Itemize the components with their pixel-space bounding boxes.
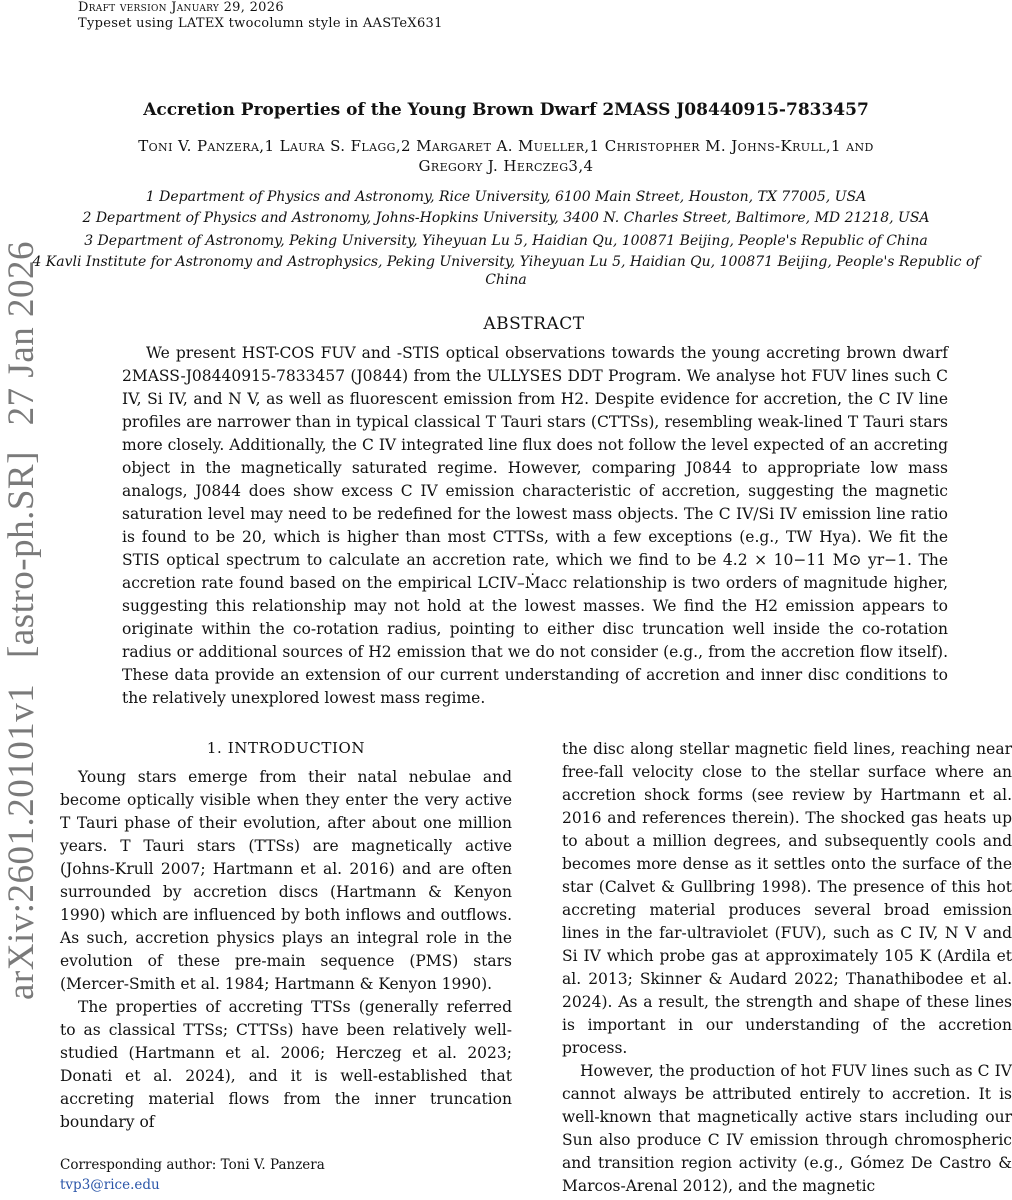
paper-title: Accretion Properties of the Young Brown Dwarf 2MASS J08440915-7833457 (143, 100, 869, 120)
arxiv-date: 27 Jan 2026 (1, 240, 42, 426)
corresponding-author-footnote (60, 1155, 325, 1195)
authors-line-1: Toni V. Panzera,1 Laura S. Flagg,2 Margaret A. Mueller,1 Christopher M. Johns-Krull,1 and (138, 137, 874, 155)
intro-paragraph-2: The properties of accreting TTSs (generally referred to as classical TTSs; CTTSs) have been relatively well-studied (Hartmann et al. 2006; Herczeg et al. 2023; Donati et al. 2024), and it is well-established that accreting material flows from the inner truncation boundary of (60, 998, 512, 1131)
corresponding-author-label: Corresponding author: Toni V. Panzera (60, 1157, 325, 1173)
affiliation-4-continued: China (485, 272, 527, 288)
affiliation-3: 3 Department of Astronomy, Peking University, Yiheyuan Lu 5, Haidian Qu, 100871 Beijing, People's Republic of China (84, 233, 928, 249)
author-email-link[interactable]: tvp3@rice.edu (60, 1177, 160, 1193)
affiliation-1: 1 Department of Physics and Astronomy, Rice University, 6100 Main Street, Houston, TX 77005, USA (145, 189, 867, 205)
typeset-line: Typeset using LATEX twocolumn style in AASTeX631 (78, 16, 443, 31)
abstract-text: We present HST-COS FUV and -STIS optical observations towards the young accreting brown dwarf 2MASS-J08440915-7833457 (J0844) from the ULLYSES DDT Program. We analyse hot FUV lines such C IV, Si IV, and N V, as well as fluorescent emission from H2. Despite evidence for accretion, the C IV line profiles are narrower than in typical classical T Tauri stars (CTTSs), resembling weak-lined T Tauri stars more closely. Additionally, the C IV integrated line flux does not follow the level expected of an accreting object in the magnetically saturated regime. However, comparing J0844 to appropriate low mass analogs, J0844 does show excess C IV emission characteristic of accretion, suggesting the magnetic saturation level may need to be redefined for the lowest mass objects. The C IV/Si IV emission line ratio is found to be 20, which is higher than most CTTSs, with a few exceptions (e.g., TW Hya). We fit the STIS optical spectrum to calculate an accretion rate, which we find to be 4.2 × 10−11 M⊙ yr−1. The accretion rate found based on the empirical LCIV–Ṁacc relationship is two orders of magnitude higher, suggesting this relationship may not hold at the lowest masses. We find the H2 emission appears to originate within the co-rotation radius, pointing to either disc truncation well inside the co-rotation radius or additional sources of H2 emission that we do not consider (e.g., from the accretion flow itself). These data provide an extension of our current understanding of accretion and inner disc conditions to the relatively unexplored lowest mass regime. (122, 344, 948, 707)
arxiv-id[interactable]: arXiv:2601.20101v1 (1, 683, 42, 1000)
draft-version-line: Draft version January 29, 2026 (78, 0, 284, 15)
intro-paragraph-4: However, the production of hot FUV lines such as C IV cannot always be attributed entirely to accretion. It is well-known that magnetically active stars including our Sun also produce C IV emission through chromospheric and transition region activity (e.g., Gómez De Castro & Marcos-Arenal 2012), and the magnetic (562, 1062, 1012, 1195)
abstract-heading: ABSTRACT (483, 314, 585, 334)
affiliation-4: 4 Kavli Institute for Astronomy and Astrophysics, Peking University, Yiheyuan Lu 5, Haidian Qu, 100871 Beijing, People's Republic of (32, 254, 980, 270)
introduction-heading: 1. INTRODUCTION (206, 739, 366, 757)
authors-line-2: Gregory J. Herczeg3,4 (418, 157, 594, 175)
intro-paragraph-1: Young stars emerge from their natal nebulae and become optically visible when they enter the very active T Tauri phase of their evolution, after about one million years. T Tauri stars (TTSs) are magnetically active (Johns-Krull 2007; Hartmann et al. 2016) and are often surrounded by accretion discs (Hartmann & Kenyon 1990) which are influenced by both inflows and outflows. As such, accretion physics plays an integral role in the evolution of these pre-main sequence (PMS) stars (Mercer-Smith et al. 1984; Hartmann & Kenyon 1990). (60, 768, 512, 993)
right-column (562, 738, 1012, 1198)
left-column (60, 766, 512, 1134)
arxiv-category: [astro-ph.SR] (1, 451, 42, 658)
affiliation-2: 2 Department of Physics and Astronomy, Johns-Hopkins University, 3400 N. Charles Street, Baltimore, MD 21218, USA (82, 210, 930, 226)
intro-paragraph-3: the disc along stellar magnetic field lines, reaching near free-fall velocity close to the stellar surface where an accretion shock forms (see review by Hartmann et al. 2016 and references therein). The shocked gas heats up to about a million degrees, and subsequently cools and becomes more dense as it settles onto the surface of the star (Calvet & Gullbring 1998). The presence of this hot accreting material produces several broad emission lines in the far-ultraviolet (FUV), such as C IV, N V and Si IV which probe gas at approximately 105 K (Ardila et al. 2013; Skinner & Audard 2022; Thanathibodee et al. 2024). As a result, the strength and shape of these lines is important in our understanding of the accretion process. (562, 740, 1012, 1057)
